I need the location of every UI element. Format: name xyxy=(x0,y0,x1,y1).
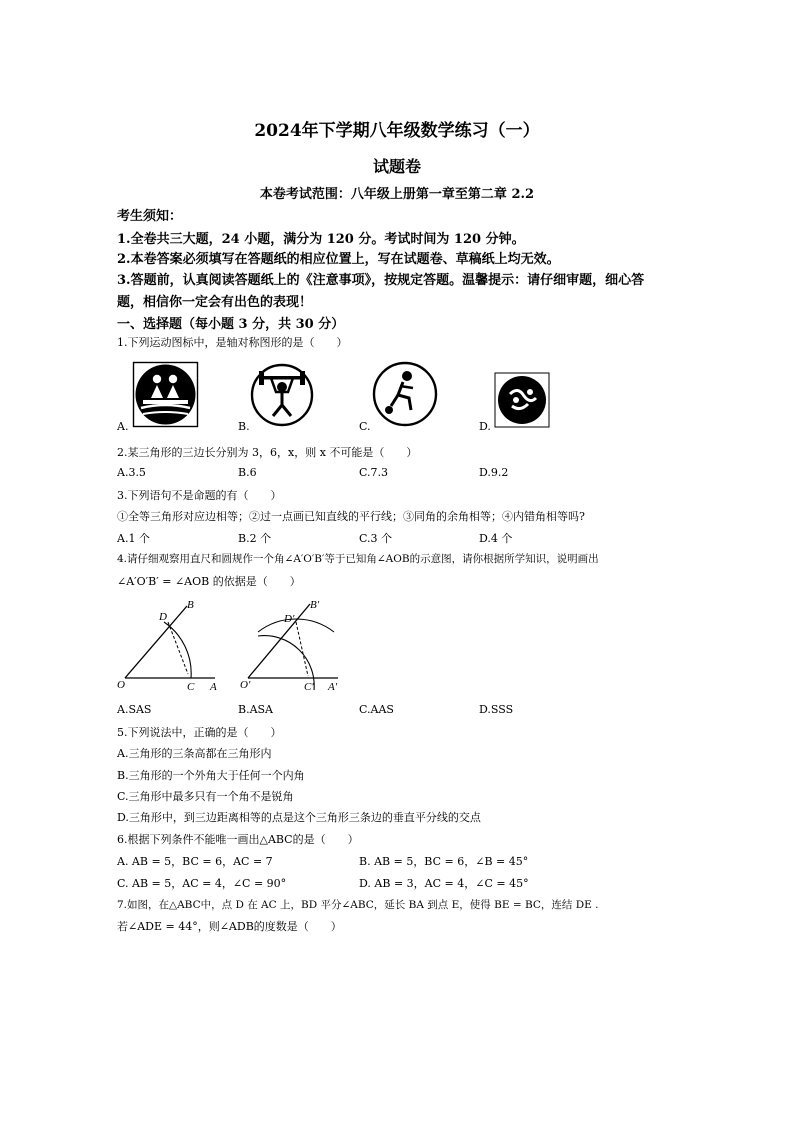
angle-aob-figure xyxy=(115,596,225,694)
exam-scope: 本卷考试范围：八年级上册第一章至第二章 2.2 xyxy=(259,187,535,202)
notice-heading: 考生须知： xyxy=(117,209,183,224)
label-o: O xyxy=(117,679,125,691)
q1-stem: 1.下列运动图标中，是轴对称图形的是（ ） xyxy=(117,336,348,349)
q4-stem-line1: 4.请仔细观察用直尺和圆规作一个角∠A′O′B′等于已知角∠AOB的示意图，请你根据所学知识，说明画出 xyxy=(117,553,599,565)
q6-stem: 6.根据下列条件不能唯一画出△ABC的是（ ） xyxy=(117,833,359,846)
q3-option-a: A.1 个 xyxy=(117,532,150,545)
label-d-prime: D′ xyxy=(284,613,295,625)
q4-option-b: B.ASA xyxy=(238,703,274,716)
chord-dc xyxy=(168,622,188,674)
label-b: B xyxy=(187,599,194,611)
label-d: D xyxy=(159,611,167,623)
q4-option-a: A.SAS xyxy=(117,703,152,716)
notice-item-3-line1: 3.答题前，认真阅读答题纸上的《注意事项》，按规定答题。温馨提示：请仔细审题，细心答 xyxy=(117,273,645,288)
q4-stem-line2: ∠A′O′B′ = ∠AOB 的依据是（ ） xyxy=(117,575,301,588)
q7-stem-line2: 若∠ADE = 44°，则∠ADB的度数是（ ） xyxy=(117,920,342,933)
q2-option-c: C.7.3 xyxy=(359,466,389,479)
angle-aob-copy-figure xyxy=(238,596,348,694)
q5-stem: 5.下列说法中，正确的是（ ） xyxy=(117,726,282,739)
section-heading: 一、选择题（每小题 3 分，共 30 分） xyxy=(117,317,345,332)
q2-option-d: D.9.2 xyxy=(479,466,509,479)
page-title: 2024年下学期八年级数学练习（一） xyxy=(254,121,540,141)
q6-option-c: C. AB = 5，AC = 4，∠C = 90° xyxy=(117,877,287,890)
q4-option-c: C.AAS xyxy=(359,703,394,716)
q7-stem-line1: 7.如图，在△ABC中，点 D 在 AC 上，BD 平分∠ABC，延长 BA 到点 E，使得 BE = BC，连结 DE . xyxy=(117,899,599,911)
q2-stem: 2.某三角形的三边长分别为 3，6，x，则 x 不可能是（ ） xyxy=(117,446,418,459)
q5-option-d: D.三角形中，到三边距离相等的点是这个三角形三条边的垂直平分线的交点 xyxy=(117,811,481,824)
notice-item-3-line2: 题，相信你一定会有出色的表现！ xyxy=(117,295,313,310)
label-o-prime: O′ xyxy=(240,679,251,691)
q2-option-a: A.3.5 xyxy=(117,466,146,479)
label-c-prime: C′ xyxy=(304,681,314,693)
soccer-icon xyxy=(371,360,439,428)
q1-option-a: A. xyxy=(117,420,129,433)
label-a-prime: A′ xyxy=(328,681,338,693)
q1-option-d: D. xyxy=(479,420,491,433)
label-b-prime: B′ xyxy=(310,599,320,611)
q4-option-d: D.SSS xyxy=(479,703,514,716)
q3-stem: 3.下列语句不是命题的有（ ） xyxy=(117,489,282,502)
q3-option-b: B.2 个 xyxy=(238,532,272,545)
ray-ob-prime xyxy=(248,604,310,678)
weightlifting-icon xyxy=(249,362,315,428)
label-c: C xyxy=(187,681,195,693)
wrestling-icon xyxy=(494,372,550,428)
compass-arc xyxy=(164,622,191,678)
q5-option-a: A.三角形的三条高都在三角形内 xyxy=(117,747,272,760)
q3-statements: ①全等三角形对应边相等；②过一点画已知直线的平行线；③同角的余角相等；④内错角相等吗? xyxy=(117,510,585,523)
ray-ob xyxy=(125,606,187,678)
q1-option-b: B. xyxy=(238,420,250,433)
q5-option-b: B.三角形的一个外角大于任何一个内角 xyxy=(117,769,305,782)
page-subtitle: 试题卷 xyxy=(372,157,421,176)
q2-option-b: B.6 xyxy=(238,466,257,479)
rowing-icon xyxy=(133,362,199,428)
q6-option-d: D. AB = 3，AC = 4，∠C = 45° xyxy=(359,877,529,890)
q6-option-a: A. AB = 5，BC = 6，AC = 7 xyxy=(117,855,273,868)
q6-option-b: B. AB = 5，BC = 6，∠B = 45° xyxy=(359,855,529,868)
q3-option-c: C.3 个 xyxy=(359,532,393,545)
notice-item-2: 2.本卷答案必须填写在答题纸的相应位置上，写在试题卷、草稿纸上均无效。 xyxy=(117,252,560,267)
q3-option-d: D.4 个 xyxy=(479,532,513,545)
q5-option-c: C.三角形中最多只有一个角不是锐角 xyxy=(117,790,294,803)
label-a: A xyxy=(210,681,217,693)
notice-item-1: 1.全卷共三大题，24 小题，满分为 120 分。考试时间为 120 分钟。 xyxy=(117,232,525,247)
q1-option-c: C. xyxy=(359,420,371,433)
